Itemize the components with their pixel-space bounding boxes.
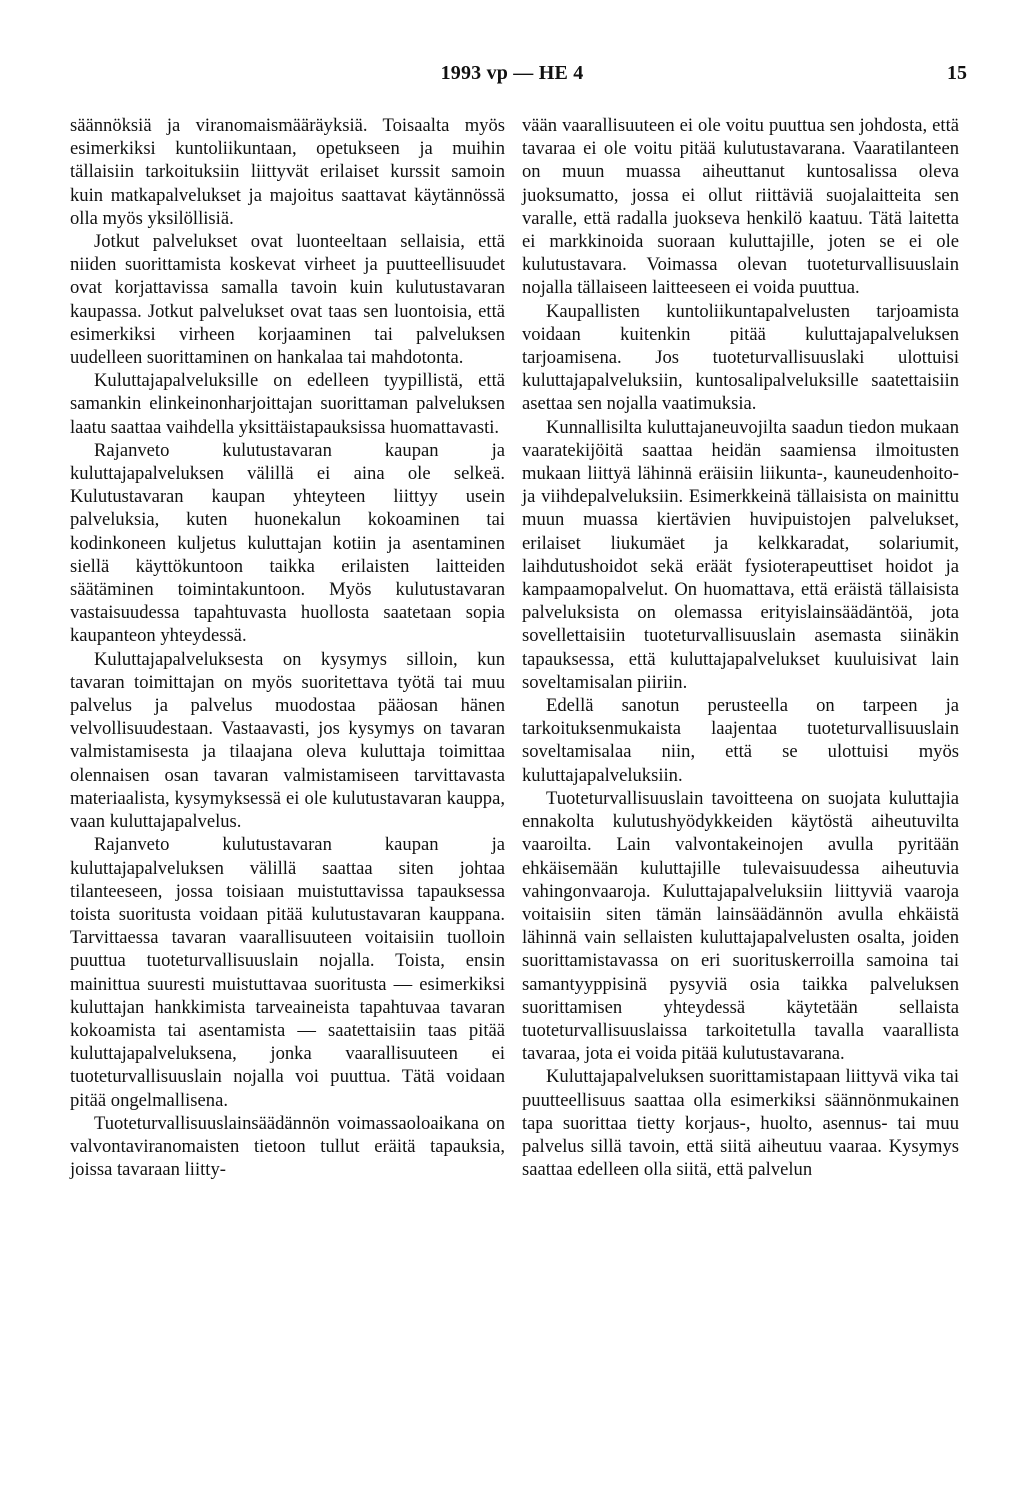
right-column [522, 114, 959, 1181]
paragraph: Jotkut palvelukset ovat luonteeltaan sellaisia, että niiden suorittamista koskevat virheet ja puutteellisuudet ovat korjattavissa samalla tavoin kuin kulutustavaran kaupassa. Jotkut palvelukset ovat taas sen luontoisia, että esimerkiksi virheen korjaaminen tai palveluksen uudelleen suorittaminen on hankalaa tai mahdotonta. [70, 231, 505, 369]
paragraph: Kuluttajapalveluksille on edelleen tyypillistä, että samankin elinkeinonharjoittajan suorittaman palveluksen laatu saattaa vaihdella yksittäistapauksissa huomattavasti. [70, 370, 505, 438]
paragraph: säännöksiä ja viranomaismääräyksiä. Toisaalta myös esimerkiksi kuntoliikuntaan, opetukseen ja muihin tällaisiin tarkoituksiin liittyvät erilaiset kurssit samoin kuin matkapalvelukset ja majoitus saattavat käytännössä olla myös yksilöllisiä. [70, 115, 505, 229]
paragraph: vään vaarallisuuteen ei ole voitu puuttua sen johdosta, että tavaraa ei ole voitu pitää kulutustavarana. Vaaratilanteen on muun muassa aiheuttanut kuntosalissa oleva juoksumatto, jossa ei ollut riittäviä suojalaitteita sen varalle, että radalla juokseva henkilö kaatuu. Tätä laitetta ei markkinoida suoraan kuluttajille, joten se ei ole kulutustavara. Voimassa olevan tuoteturvallisuuslain nojalla tällaiseen laitteeseen ei voida puuttua. [522, 115, 959, 299]
paragraph: Kunnallisilta kuluttajaneuvojilta saadun tiedon mukaan vaaratekijöitä saattaa heidän saamiensa ilmoitusten mukaan liittyä lähinnä eräisiin liikunta-, kauneudenhoito- ja viihdepalveluksiin. Esimerkkeinä tällaisista on mainittu muun muassa kiertävien huvipuistojen palvelukset, erilaiset liukumäet ja kelkkaradat, solariumit, laihdutushoidot sekä eräät fysioterapeuttiset hoidot ja kampaamopalvelut. On huomattava, että eräistä tällaisista palveluksista on olemassa erityislainsäädäntöä, jota sovellettaisiin tuoteturvallisuuslain asemasta siinäkin tapauksessa, että kuluttajapalvelukset kuuluisivat lain soveltamisalan piiriin. [522, 416, 959, 693]
left-column [70, 114, 505, 1181]
paragraph: Tuoteturvallisuuslain tavoitteena on suojata kuluttajia ennakolta kulutushyödykkeiden käytöstä aiheutuvilta vaaroilta. Lain valvontakeinojen avulla pyritään ehkäisemään kuluttajille tulevaisuudessa aiheutuvia vahingonvaaroja. Kuluttajapalveluksiin liittyviä vaaroja voitaisiin siten tämän lainsäädännön avulla ehkäistä lähinnä vain sellaisten kuluttajapalvelusten osalta, joiden suorittamistavassa on eri suorituskerroilla samoina tai samantyyppisinä pysyviä osia taikka palveluksen suorittamisen yhteydessä käytetään sellaista tuoteturvallisuuslaissa tarkoitetulla tavalla vaarallista tavaraa, jota ei voida pitää kulutustavarana. [522, 787, 959, 1065]
paragraph: Tuoteturvallisuuslainsäädännön voimassaoloaikana on valvontaviranomaisten tietoon tullut eräitä tapauksia, joissa tavaraan liitty- [70, 1112, 505, 1181]
paragraph: Kuluttajapalveluksen suorittamistapaan liittyvä vika tai puutteellisuus saattaa olla esimerkiksi säännönmukainen tapa suorittaa tietty korjaus-, huolto, asennus- tai muu palvelus sillä tavoin, että siitä aiheutuu vaaraa. Kysymys saattaa edelleen olla siitä, että palvelun [522, 1066, 959, 1181]
page-header [0, 62, 1024, 90]
paragraph: Kaupallisten kuntoliikuntapalvelusten tarjoamista voidaan kuitenkin pitää kuluttajapalveluksen tarjoamisena. Jos tuoteturvallisuuslaki ulottuisi kuluttajapalveluksiin, kuntosalipalveluksille saatettaisiin asettaa sen nojalla vaatimuksia. [522, 300, 959, 415]
paragraph: Rajanveto kulutustavaran kaupan ja kuluttajapalveluksen välillä saattaa siten johtaa tilanteeseen, jossa toisiaan muistuttavissa tapauksessa toista suoritusta voidaan pitää kulutustavaran kauppana. Tarvittaessa tavaran vaarallisuuteen voitaisiin tuolloin puuttua tuoteturvallisuuslain nojalla. Toista, ensin mainittua suuresti muistuttavaa suoritusta — esimerkiksi kuluttajan hankkimista tarveaineista tapahtuvaa tavaran kokoamista tai asentamista — saatettaisiin taas pitää kuluttajapalveluksena, jonka vaarallisuuteen ei tuoteturvallisuuslain nojalla voi puuttua. Tätä voidaan pitää ongelmallisena. [70, 834, 505, 1111]
paragraph: Rajanveto kulutustavaran kaupan ja kuluttajapalveluksen välillä ei aina ole selkeä. Kulutustavaran kaupan yhteyteen liittyy usein palveluksia, kuten huonekalun kokoaminen tai kodinkoneen kuljetus kuluttajan kotiin ja asentaminen siellä käyttökuntoon taikka erilaisten laitteiden säätäminen toimintakuntoon. Myös kulutustavaran vastaisuudessa tapahtuvasta huollosta saatetaan sopia kaupanteon yhteydessä. [70, 439, 505, 647]
paragraph: Edellä sanotun perusteella on tarpeen ja tarkoituksenmukaista laajentaa tuoteturvallisuuslain soveltamisalaa niin, että se ulottuisi myös kuluttajapalveluksiin. [522, 695, 959, 786]
page-number: 15 [947, 62, 967, 84]
paragraph: Kuluttajapalveluksesta on kysymys silloin, kun tavaran toimittajan on myös suoritettava työtä tai muu palvelus ja palvelus muodostaa pääosan hänen velvollisuudestaan. Vastaavasti, jos kysymys on tavaran valmistamisesta ja tilaajana oleva kuluttaja toimittaa olennaisen osan tavaran valmistamiseen tarvittavasta materiaalista, kysymyksessä ei ole kulutustavaran kauppa, vaan kuluttajapalvelus. [70, 648, 505, 833]
document-title: 1993 vp — HE 4 [440, 62, 584, 84]
